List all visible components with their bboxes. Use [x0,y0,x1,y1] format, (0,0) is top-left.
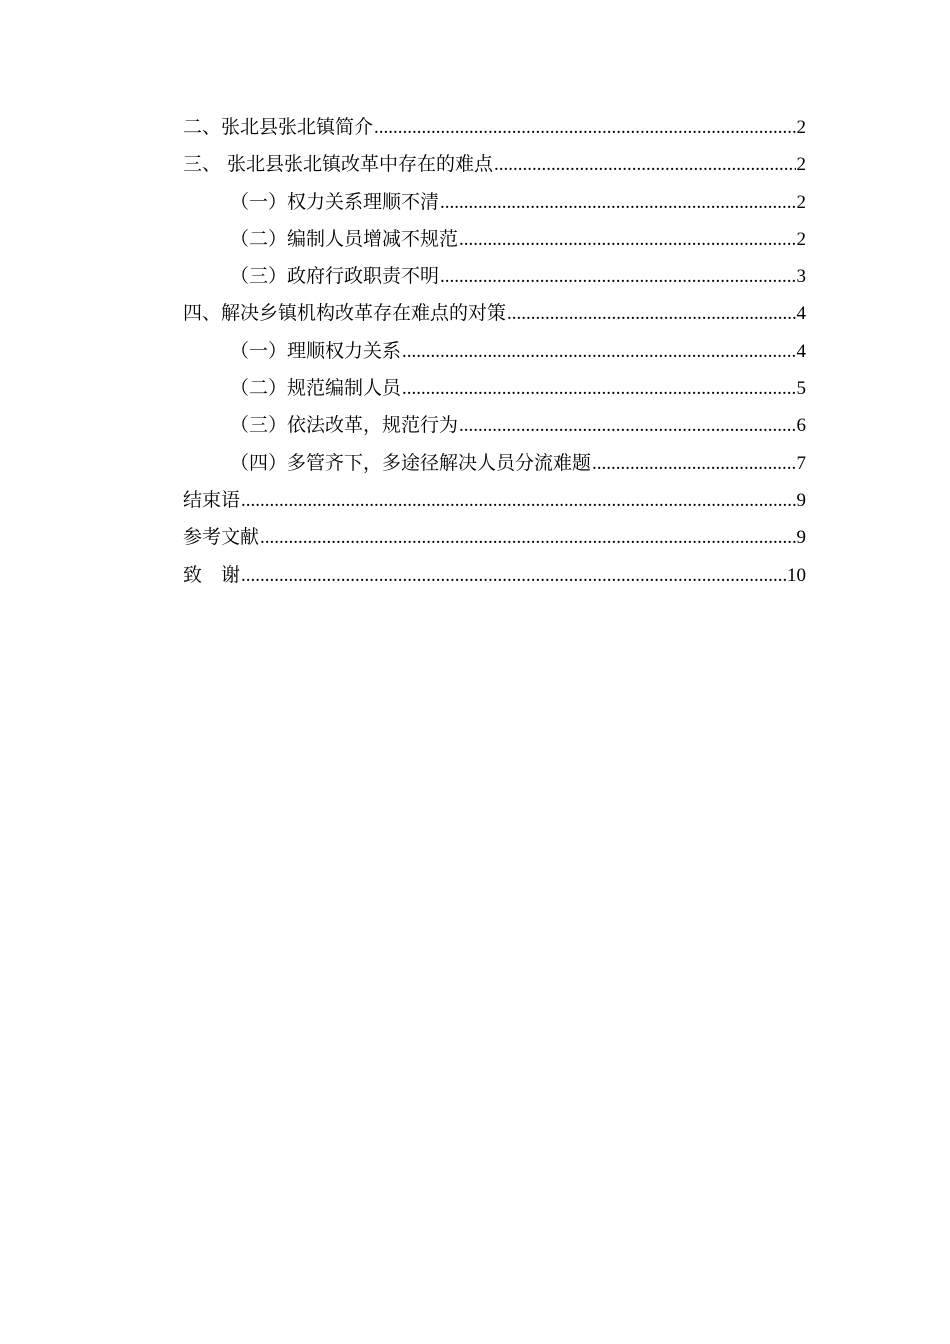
toc-dot-leader [440,258,795,295]
toc-entry[interactable] [183,333,806,370]
toc-page-number: 4 [796,303,806,325]
toc-dot-leader [459,407,795,444]
toc-entry-title: （一）理顺权力关系 [230,339,402,362]
toc-page-number: 2 [796,117,806,138]
toc-dot-leader [402,370,795,407]
toc-entry[interactable] [183,146,806,183]
toc-entry[interactable] [183,295,806,332]
toc-page-number: 2 [796,191,806,213]
toc-entry[interactable] [183,109,806,146]
table-of-contents [183,109,806,594]
toc-dot-leader [440,184,795,221]
toc-entry-title: 四、解决乡镇机构改革存在难点的对策 [183,302,507,325]
toc-entry-title: （二）规范编制人员 [230,377,402,400]
toc-entry-title: 结束语 [183,488,241,511]
toc-dot-leader [402,333,795,370]
toc-entry-title: 参考文献 [183,526,260,549]
toc-page-number: 7 [796,452,806,474]
toc-entry[interactable] [183,557,806,594]
toc-page-number: 10 [787,564,806,586]
toc-entry[interactable] [183,184,806,221]
toc-entry[interactable] [183,221,806,258]
toc-entry-title: （三）依法改革，规范行为 [230,414,459,437]
toc-page-number: 9 [796,489,806,511]
toc-dot-leader [374,109,795,146]
toc-entry-title: 三、 张北县张北镇改革中存在的难点 [183,153,494,176]
toc-entry[interactable] [183,407,806,444]
toc-dot-leader [494,146,795,183]
toc-page-number: 6 [796,415,806,437]
toc-page-number: 2 [796,228,806,250]
toc-page-number: 2 [796,154,806,176]
toc-dot-leader [592,445,795,482]
toc-entry-title: 致 谢 [183,563,241,586]
toc-entry-title: 二、张北县张北镇简介 [183,116,374,138]
toc-dot-leader [260,519,795,556]
toc-entry-title: （一）权力关系理顺不清 [230,190,440,213]
toc-entry-title: （二）编制人员增减不规范 [230,227,459,250]
toc-page-number: 3 [796,266,806,288]
toc-entry[interactable] [183,258,806,295]
toc-entry-title: （四）多管齐下，多途径解决人员分流难题 [230,451,592,474]
toc-entry[interactable] [183,519,806,556]
toc-dot-leader [507,295,795,332]
toc-entry-title: （三）政府行政职责不明 [230,265,440,288]
toc-entry[interactable] [183,482,806,519]
toc-dot-leader [459,221,795,258]
toc-dot-leader [241,482,795,519]
toc-page-number: 4 [796,340,806,362]
toc-entry[interactable] [183,370,806,407]
toc-page-number: 9 [796,527,806,549]
toc-dot-leader [241,557,786,594]
toc-page-number: 5 [796,378,806,400]
toc-entry[interactable] [183,445,806,482]
